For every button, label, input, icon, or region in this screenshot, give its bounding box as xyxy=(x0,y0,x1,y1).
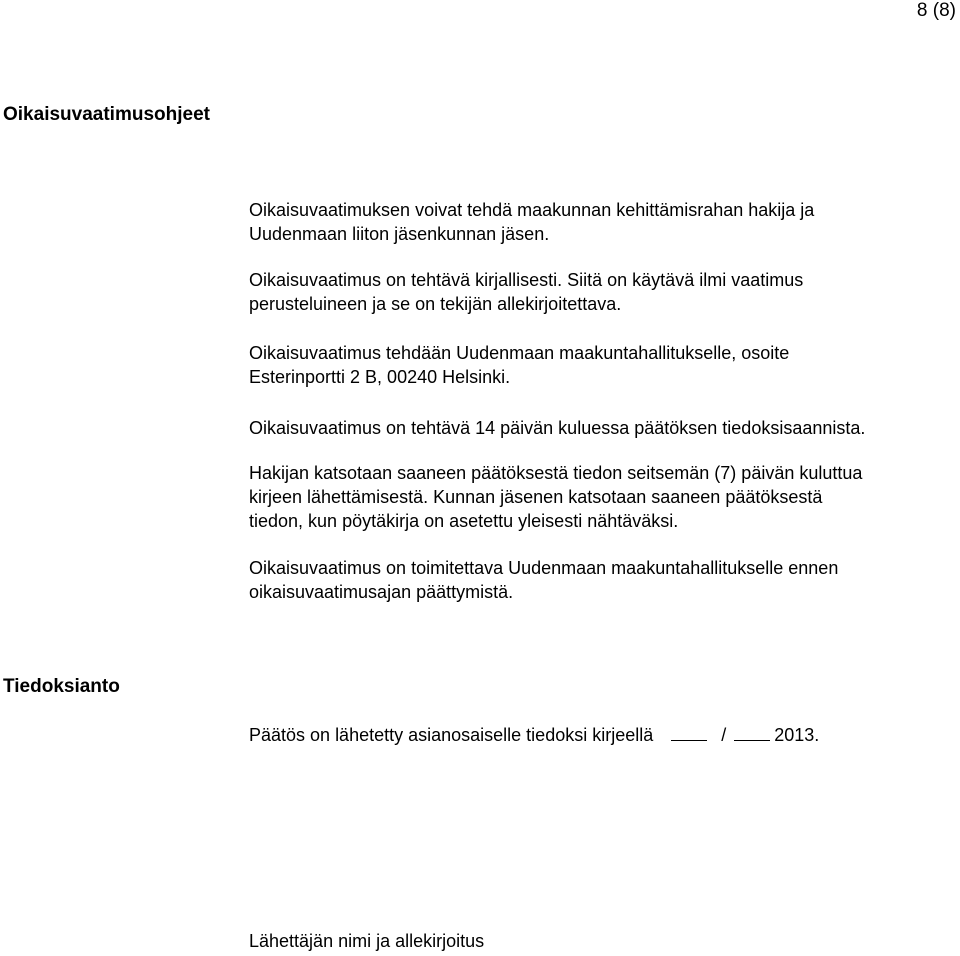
text-line: Oikaisuvaatimus tehdään Uudenmaan maakuntahallitukselle, osoite xyxy=(249,343,790,363)
instructions-paragraph-4 xyxy=(249,416,960,440)
signature-label: Lähettäjän nimi ja allekirjoitus xyxy=(249,931,485,951)
notice-line xyxy=(249,722,819,747)
instructions-paragraph-5 xyxy=(249,461,960,533)
instructions-paragraph-2 xyxy=(249,268,960,316)
text-line: perusteluineen ja se on tekijän allekirjoitettava. xyxy=(249,294,622,314)
instructions-heading: Oikaisuvaatimusohjeet xyxy=(3,104,210,125)
page-number: 8 (8) xyxy=(916,0,956,21)
text-line: tiedon, kun pöytäkirja on asetettu yleisesti nähtäväksi. xyxy=(249,511,679,531)
text-line: Uudenmaan liiton jäsenkunnan jäsen. xyxy=(249,224,550,244)
year-text: 2013. xyxy=(774,725,820,745)
day-blank xyxy=(671,722,707,741)
text-line: Oikaisuvaatimus on toimitettava Uudenmaan maakuntahallitukselle ennen xyxy=(249,558,839,578)
text-line: Hakijan katsotaan saaneen päätöksestä tiedon seitsemän (7) päivän kuluttua xyxy=(249,463,863,483)
date-separator: / xyxy=(721,725,727,745)
instructions-paragraph-3 xyxy=(249,341,960,389)
text-line: oikaisuvaatimusajan päättymistä. xyxy=(249,582,514,602)
text-line: Oikaisuvaatimus on tehtävä 14 päivän kuluessa päätöksen tiedoksisaannista. xyxy=(249,418,866,438)
instructions-paragraph-6 xyxy=(249,556,960,604)
text-line: Oikaisuvaatimuksen voivat tehdä maakunnan kehittämisrahan hakija ja xyxy=(249,200,815,220)
notice-text: Päätös on lähetetty asianosaiselle tiedoksi kirjeellä xyxy=(249,725,654,745)
text-line: Esterinportti 2 B, 00240 Helsinki. xyxy=(249,367,511,387)
text-line: kirjeen lähettämisestä. Kunnan jäsenen katsotaan saaneen päätöksestä xyxy=(249,487,823,507)
text-line: Oikaisuvaatimus on tehtävä kirjallisesti. Siitä on käytävä ilmi vaatimus xyxy=(249,270,804,290)
instructions-paragraph-1 xyxy=(249,198,960,246)
month-blank xyxy=(734,722,770,741)
notice-heading: Tiedoksianto xyxy=(3,676,120,697)
